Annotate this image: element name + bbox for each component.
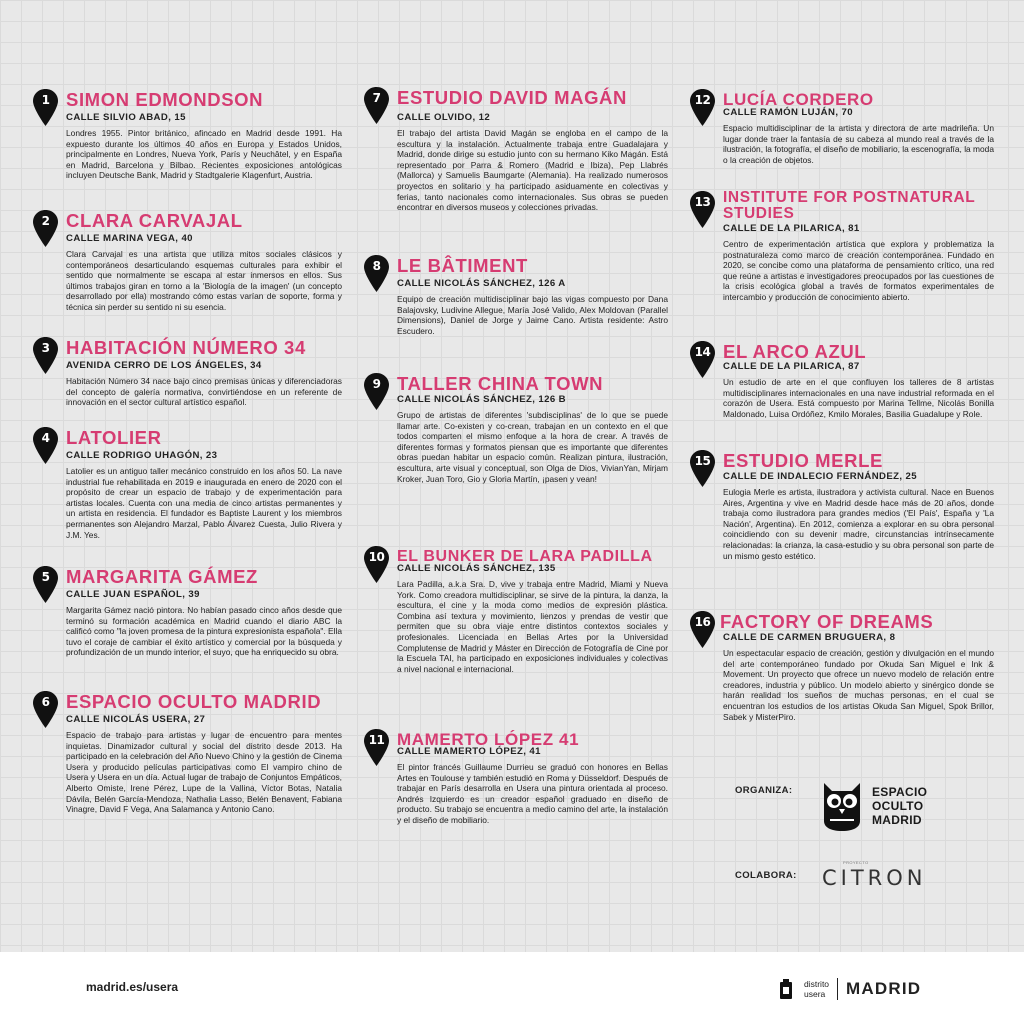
entry-16	[689, 610, 994, 740]
entry-description: Un estudio de arte en el que confluyen los talleres de 8 artistas multidisciplinares internacionales en una nave industrial reformada en el corazón de Usera. Está compuesto por Marina Tellme, Nicolás Bonilla Maldonado, Luisa Ordóñez, Kmilo Morales, Basilia Guadalupe y Role.	[723, 377, 994, 419]
entry-9	[363, 372, 668, 532]
entry-description: Espacio de trabajo para artistas y lugar de encuentro para mentes inquietas. Dinamizador cultural y social del distrito desde 2013. Ha participado en la celebración del Año Nuevo Chino y la gestión de Cinema Usera y producido películas participativas como El vampiro chino de Usera y Usera en un día. Actual lugar de trabajo de Conjuntos Empáticos, Alberto Omiste, Irene Pérez, Lupe de la Vallina, Víctor Botas, Natalia Dávila, Belén García-Mendoza, Nathalia Lasso, Belén Benavent, Fabiana Vinagre, David F Vega, Ana Salamanca y Antonio Cano.	[66, 730, 342, 815]
madrid-usera-logo	[780, 976, 921, 1002]
map-pin-icon: 10	[363, 545, 390, 584]
entry-description: Centro de experimentación artística que explora y problematiza la postnaturaleza como marco de creación contemporánea. Fundado en 2020, se concibe como una plataforma de pensamiento crítico, una red que reúne a artistas e investigadores preocupados por las cuestiones de la crisis ecológica global a través de formatos experimentales de intercambio y producción de conocimiento abierto.	[723, 239, 994, 302]
eom-line-3: MADRID	[872, 813, 922, 827]
map-pin-icon: 3	[32, 336, 59, 375]
entry-title: TALLER CHINA TOWN	[397, 373, 604, 394]
entry-description: Londres 1955. Pintor británico, afincado en Madrid desde 1991. Ha expuesto durante los últimos 40 años en Europa y Estados Unidos, principalmente en Londres, Nueva York, París y Neuchâtel, y en España en Madrid, Barcelona y Bilbao. Recientes exposiciones antológicas incluyen Deutsche Bank, Madrid y Stadtgalerie Klagenfurt, Austria.	[66, 128, 342, 181]
map-pin-icon: 6	[32, 690, 59, 729]
entry-address: CALLE DE LA PILARICA, 87	[723, 361, 860, 372]
map-pin-icon: 16	[689, 610, 716, 649]
entry-15	[689, 449, 994, 594]
entry-title: ESTUDIO MERLE	[723, 450, 883, 471]
entry-address: CALLE SILVIO ABAD, 15	[66, 112, 186, 123]
entry-description: Clara Carvajal es una artista que utiliza mitos sociales clásicos y contemporáneos desarticulando esquemas culturales para exhibir el sentido que normalmente se escapa al estar inmersos en ellos. Sus últimos trabajos giran en torno a la 'Biología de la imagen' (un concepto desarrollado por ella) mostrando cómo estas varían de soporte, forma y técnica sin perder su sentido ni su esencia.	[66, 249, 342, 312]
entry-title: MAMERTO LÓPEZ 41	[397, 730, 580, 749]
eom-line-1: ESPACIO	[872, 785, 928, 799]
entry-title: FACTORY OF DREAMS	[720, 611, 934, 632]
entry-1	[32, 88, 342, 208]
madrid-wordmark: MADRID	[846, 979, 922, 998]
entry-10	[363, 545, 668, 705]
entry-description: Espacio multidisciplinar de la artista y directora de arte madrileña. Un lugar donde traer la fantasía de su cabeza al mundo real a través de la ilustración, la fotografía, el diseño de mobiliario, la escenografía, la moda o la creación de objetos.	[723, 123, 994, 165]
entry-6	[32, 690, 342, 850]
map-pin-icon: 1	[32, 88, 59, 127]
map-pin-icon: 14	[689, 340, 716, 379]
entry-address: CALLE RAMÓN LUJÁN, 70	[723, 107, 853, 118]
entry-description: Equipo de creación multidisciplinar bajo las vigas compuesto por Dana Balajovsky, Ludivine Allegue, María José Valido, Alex Moldovan (Parallel Dimensions), Daniel de Jorge y Jaime Cano. Artista residente: Astro Escudero.	[397, 294, 668, 336]
map-pin-icon: 5	[32, 565, 59, 604]
entry-description: Eulogia Merle es artista, ilustradora y activista cultural. Nace en Buenos Aires, Argentina y vive en Madrid desde hace más de 20 años, donde trabaja como ilustradora para grandes medios ('El País', España y 'La Nación', Argentina). En 2012, comienza a explorar en su obra personal coincidiendo con su devenir madre, circunstancias intrínsecamente relacionadas: la crianza, la casa-estudio y su obra personal son parte de un mismo gesto estético.	[723, 487, 994, 561]
map-pin-icon: 8	[363, 254, 390, 293]
entry-title: ESTUDIO DAVID MAGÁN	[397, 87, 627, 108]
map-pin-icon: 2	[32, 209, 59, 248]
entry-2	[32, 209, 342, 334]
map-pin-icon: 15	[689, 449, 716, 488]
entry-address: CALLE MAMERTO LÓPEZ, 41	[397, 746, 541, 757]
entry-description: Un espectacular espacio de creación, gestión y divulgación en el mundo del arte contemporáneo fundado por Okuda San Miguel e Ink & Movement. Un proyecto que ofrece un nuevo modelo de relación entre creadores, industria y público. Un modelo abierto y sinérgico donde se harán realidad los sueños de muchas personas, en el cual se encuentran los estudios de los artistas Okuda San Miguel, Spok Brillor, Sabek y MisterPiro.	[723, 648, 994, 722]
map-pin-icon: 7	[363, 86, 390, 125]
entry-title: LATOLIER	[66, 427, 162, 448]
map-pin-icon: 12	[689, 88, 716, 127]
entry-title: SIMON EDMONDSON	[66, 89, 264, 110]
entry-12	[689, 88, 994, 188]
entry-title: CLARA CARVAJAL	[66, 210, 243, 231]
eom-line-2: OCULTO	[872, 799, 924, 813]
entry-address: CALLE MARINA VEGA, 40	[66, 233, 193, 244]
map-pin-icon: 11	[363, 728, 390, 767]
entry-description: Latolier es un antiguo taller mecánico construido en los años 50. La nave industrial fue rehabilitada en 2019 e inaugurada en enero de 2020 con el propósito de crear un espacio de trabajo y de experimentación para artistas locales. Cuenta con una media de cinco artistas permanentes y un artista en residencia. El fundador es Baptiste Laurent y los miembros permanentes son Alejandro Marzal, Pablo Álvarez Cuesta, Julio Rivera y J.M. Yes.	[66, 466, 342, 540]
distrito-usera-label	[804, 979, 829, 999]
entry-title: EL ARCO AZUL	[723, 341, 867, 362]
entry-address: CALLE NICOLÁS SÁNCHEZ, 135	[397, 563, 556, 574]
entry-address: CALLE OLVIDO, 12	[397, 112, 491, 123]
entry-title: HABITACIÓN NÚMERO 34	[66, 337, 306, 358]
map-pin-icon: 9	[363, 372, 390, 411]
entry-description: El trabajo del artista David Magán se engloba en el campo de la escultura y la instalación. Actualmente trabaja entre Guadalajara y Madrid, donde dirige su estudio junto con su hermano Kiko Magán. Está representado por Parra & Romero (Madrid e Ibiza), Pep Llabrés (Mallorca) y Samuelis Baumgarte (Alemania). Ha realizado numerosos proyectos en solitario y ha participado asiduamente en colectivas y ferias, tanto nacionales como internacionales. Sus obras se pueden encontrar en diversos museos y colecciones privadas.	[397, 128, 668, 213]
madrid-crest-icon	[780, 979, 792, 999]
entry-description: Lara Padilla, a.k.a Sra. D, vive y trabaja entre Madrid, Miami y Nueva York. Como creadora multidisciplinar, se sirve de la pintura, la danza, la escultura, el cine y la moda como medios de expresión plástica. Combina así textura y movimiento, lienzos y prendas de vestir que permiten que su obra viaje entre distintos contextos sociales y profesionales. Licenciada en Bellas Artes por la Universidad Complutense de Madrid y Máster en Dirección de Fotografía de Cine por la Escuela TAI, ha participado en exposiciones individuales y colectivas a nivel nacional e internacional.	[397, 579, 668, 674]
entry-title: MARGARITA GÁMEZ	[66, 566, 258, 587]
entry-address: CALLE JUAN ESPAÑOL, 39	[66, 589, 200, 600]
entry-title: ESPACIO OCULTO MADRID	[66, 691, 322, 712]
entry-description: Margarita Gámez nació pintora. No habían pasado cinco años desde que terminó su formación académica en Madrid cuando el diario ABC la calificó como "la joven promesa de la pintura expresionista española". Ella tuvo el coraje de cambiar el éxito artístico y comercial por la búsqueda y profundización de un mundo interior, el suyo, que ha enriquecido su obra.	[66, 605, 342, 658]
divider	[837, 978, 838, 1000]
distrito-line-2: usera	[804, 989, 826, 999]
entry-address: CALLE DE LA PILARICA, 81	[723, 223, 860, 234]
map-pin-icon: 4	[32, 426, 59, 465]
footer-url-link[interactable]: madrid.es/usera	[86, 980, 179, 994]
entry-description: Grupo de artistas de diferentes 'subdisciplinas' de lo que se puede llamar arte. Co-existen y co-crean, trabajan en un contexto en el que todos comparten el mismo enfoque a la hora de crear. A través de diferentes formas y formatos piensan que es importante que diferentes obras puedan habitar un espacio común. Realizan pintura, ilustración, escultura, arte visual y conceptual, son Olga de Dios, VivianYan, Mirjam Kroker, Juan Toro, Gio y Gloria Martín, ¡pasen y vean!	[397, 410, 668, 484]
map-pin-icon: 13	[689, 190, 716, 229]
citron-logo: CITRON	[822, 866, 927, 890]
entry-address: CALLE RODRIGO UHAGÓN, 23	[66, 450, 218, 461]
entry-3	[32, 336, 342, 421]
entry-5	[32, 565, 342, 685]
entry-4	[32, 426, 342, 561]
entry-address: AVENIDA CERRO DE LOS ÁNGELES, 34	[66, 360, 262, 371]
entry-13	[689, 190, 994, 335]
espacio-oculto-madrid-logo	[820, 781, 940, 833]
entry-address: CALLE NICOLÁS SÁNCHEZ, 126 B	[397, 394, 566, 405]
entry-11	[363, 728, 668, 848]
entry-14	[689, 340, 994, 440]
entry-8	[363, 254, 668, 354]
citron-tag: PROYECTO	[843, 860, 869, 865]
distrito-line-1: distrito	[804, 979, 830, 989]
entry-description: Habitación Número 34 nace bajo cinco premisas únicas y diferenciadoras del concepto de galería normativa, convirtiéndose en un referente de innovación en el sector cultural artístico español.	[66, 376, 342, 408]
owl-icon	[820, 781, 864, 831]
entry-address: CALLE DE CARMEN BRUGUERA, 8	[723, 632, 896, 643]
entry-title: EL BUNKER DE LARA PADILLA	[397, 548, 653, 565]
entry-description: El pintor francés Guillaume Durrieu se graduó con honores en Bellas Artes en Toulouse y también estudió en Roma y Düsseldorf. Después de trabajar en París desarrolla en Usera una pintura orientada al proceso. Andrés Izquierdo es un creador español graduado en diseño de producto. Su trabajo se encuentra a medio camino del arte, la instalación y el diseño de mobiliario.	[397, 762, 668, 825]
colabora-label: COLABORA:	[735, 870, 797, 881]
entry-title: INSTITUTE FOR POSTNATURAL STUDIES	[723, 189, 976, 222]
organiza-label: ORGANIZA:	[735, 785, 793, 796]
entry-address: CALLE DE INDALECIO FERNÁNDEZ, 25	[723, 471, 918, 482]
entry-address: CALLE NICOLÁS USERA, 27	[66, 714, 206, 725]
footer	[0, 952, 1024, 1024]
entry-address: CALLE NICOLÁS SÁNCHEZ, 126 A	[397, 278, 566, 289]
entry-title: LE BÂTIMENT	[397, 255, 528, 276]
entry-title: LUCÍA CORDERO	[723, 90, 874, 109]
entry-7	[363, 86, 668, 246]
